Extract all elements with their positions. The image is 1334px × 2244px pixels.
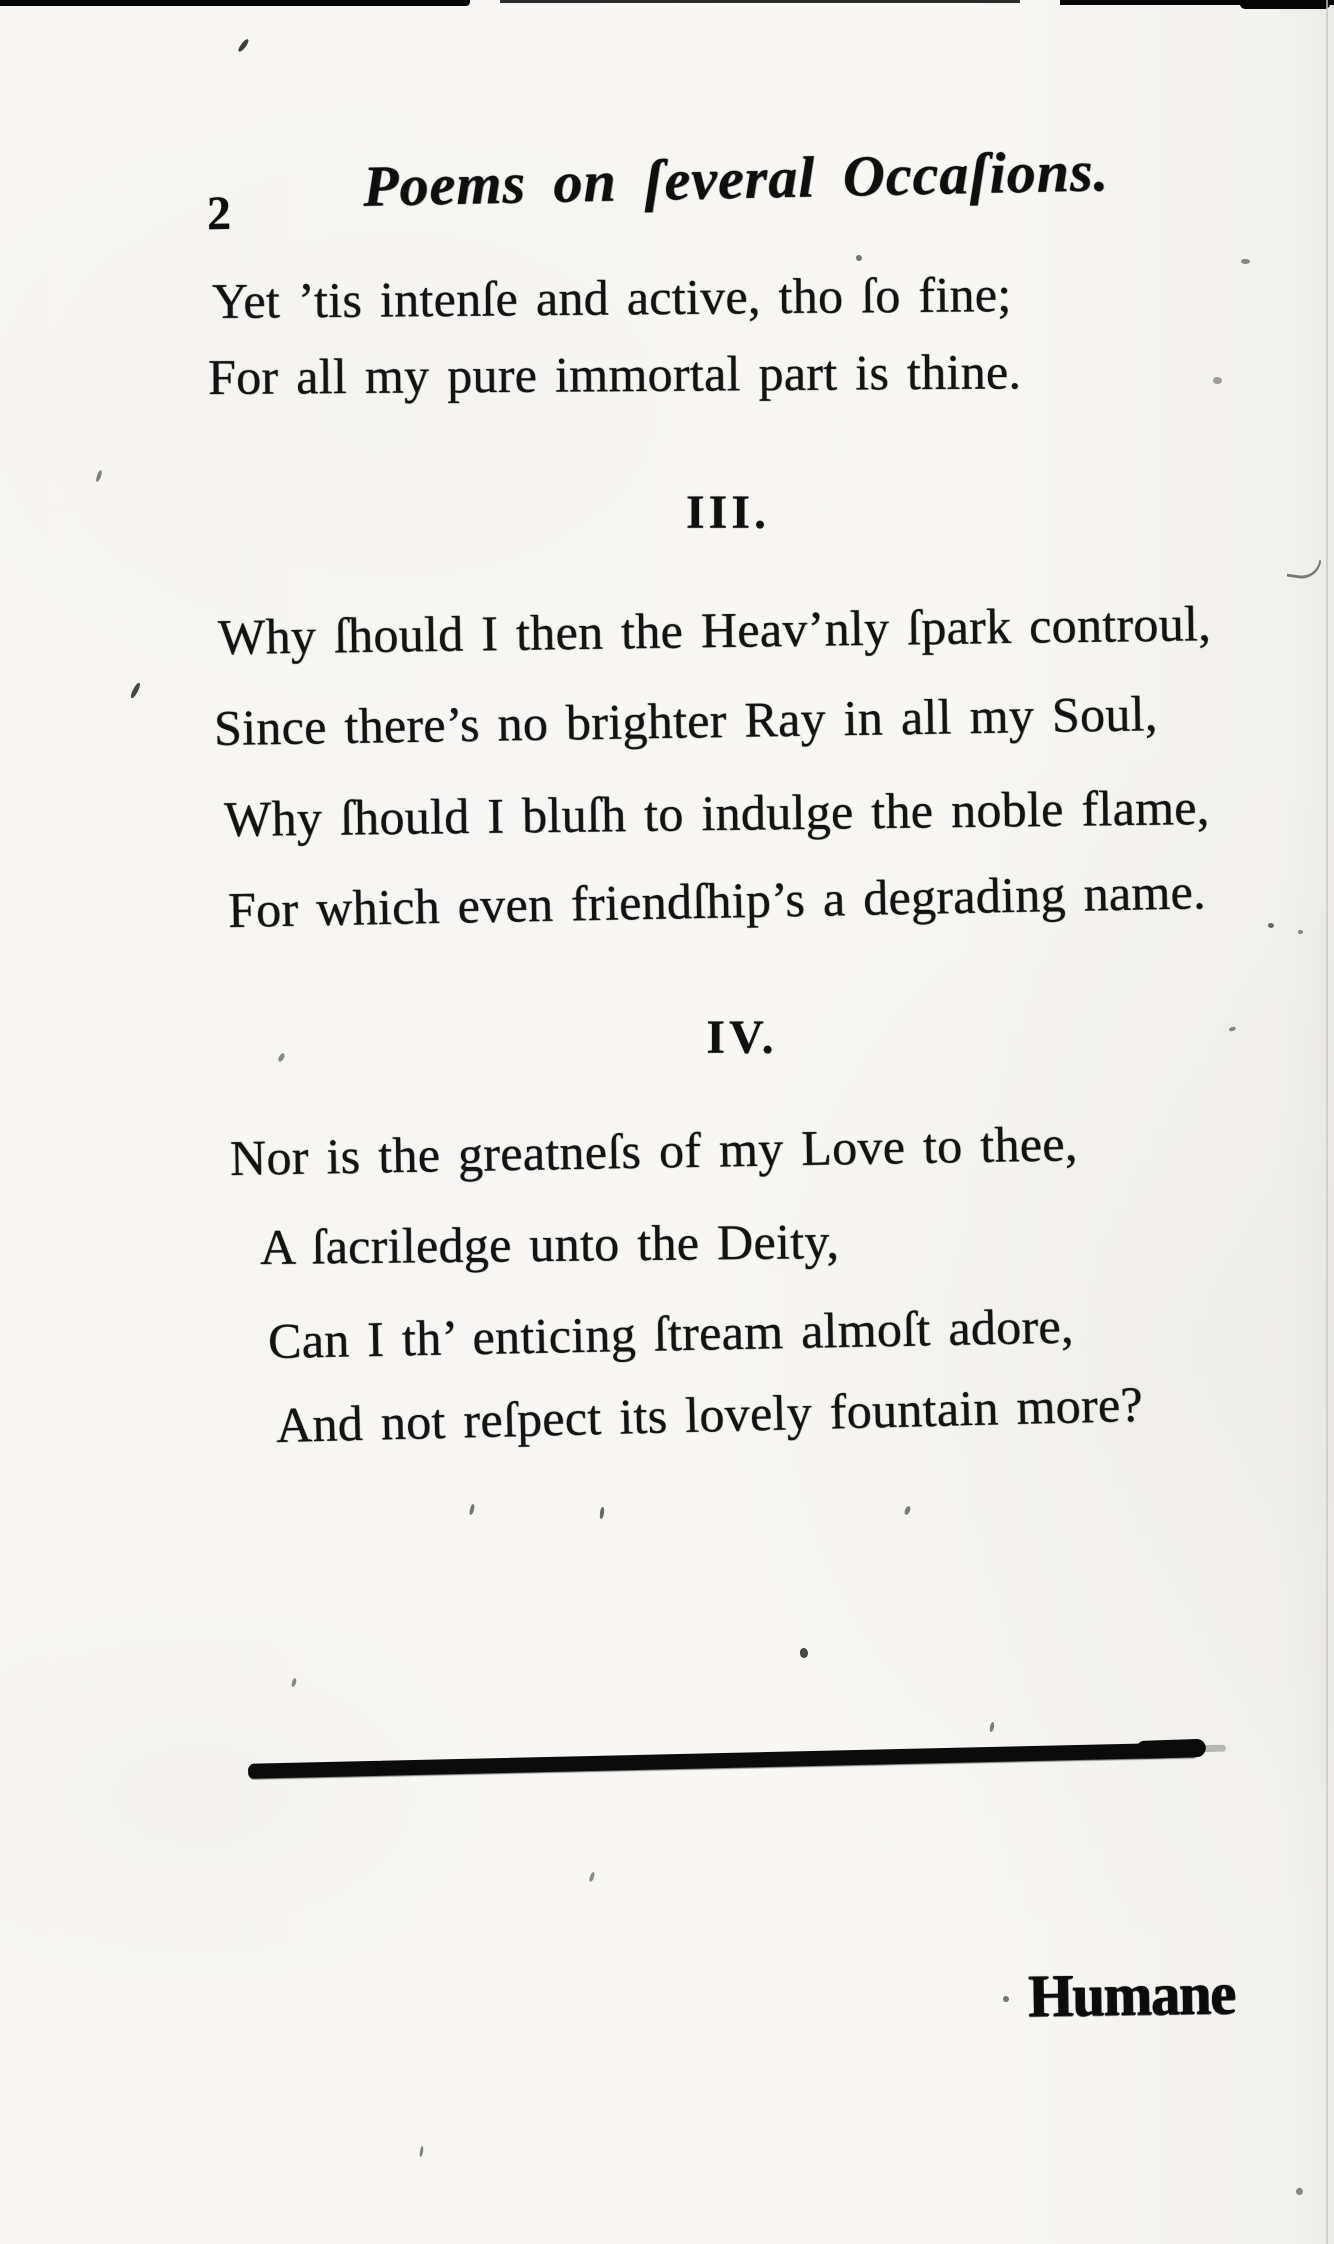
scan-edge-corner-blob xyxy=(1240,0,1330,9)
ink-speck xyxy=(599,1507,605,1519)
page-number: 2 xyxy=(206,186,232,241)
ink-speck xyxy=(95,470,103,483)
ink-speck xyxy=(856,255,862,261)
verse-line: Can I th’ enticing ſtream almoſt adore, xyxy=(267,1297,1075,1369)
ink-speck xyxy=(237,38,250,53)
section-divider-rule xyxy=(248,1742,1200,1779)
ink-speck xyxy=(588,1872,595,1883)
ink-speck xyxy=(903,1505,911,1515)
verse-line: A ſacriledge unto the Deity, xyxy=(259,1212,840,1275)
verse-line: Nor is the greatneſs of my Love to thee, xyxy=(229,1115,1078,1186)
ink-speck xyxy=(800,1648,808,1658)
ink-speck xyxy=(419,2146,424,2157)
scan-edge-right xyxy=(1326,0,1328,2244)
ink-speck xyxy=(989,1722,995,1733)
verse-line: For which even friendſhip’s a degrading name. xyxy=(227,863,1207,938)
scan-edge-top-left xyxy=(0,0,470,6)
verse-line: Why ſhould I then the Heav’nly ſpark controul, xyxy=(217,595,1212,665)
stanza-heading-iii: III. xyxy=(685,486,771,539)
scan-edge-top-mid xyxy=(500,0,1020,3)
ink-speck xyxy=(1229,1026,1237,1032)
ink-speck xyxy=(469,1504,476,1516)
verse-line: For all my pure immortal part is thine. xyxy=(207,343,1022,405)
ink-speck xyxy=(129,682,141,699)
pen-hook-mark xyxy=(1287,556,1322,581)
ink-speck xyxy=(1213,377,1222,384)
ink-speck xyxy=(1295,2187,1305,2197)
catchword: Humane xyxy=(1027,1959,1236,2030)
ink-speck xyxy=(1003,1996,1009,2002)
verse-line: Since there’s no brighter Ray in all my Soul, xyxy=(213,685,1158,756)
verse-line: Yet ’tis intenſe and active, tho ſo fine; xyxy=(211,266,1012,329)
running-title: Poems on ſeveral Occaſions. xyxy=(362,138,1110,219)
stanza-heading-iv: IV. xyxy=(706,1011,778,1064)
ink-speck xyxy=(291,1678,298,1688)
ink-speck xyxy=(277,1052,286,1062)
ink-speck xyxy=(1241,259,1250,264)
ink-speck xyxy=(1268,923,1274,928)
verse-line: And not reſpect its lovely fountain more? xyxy=(275,1375,1144,1453)
ink-speck xyxy=(1298,930,1303,934)
verse-line: Why ſhould I bluſh to indulge the noble flame, xyxy=(223,778,1210,847)
